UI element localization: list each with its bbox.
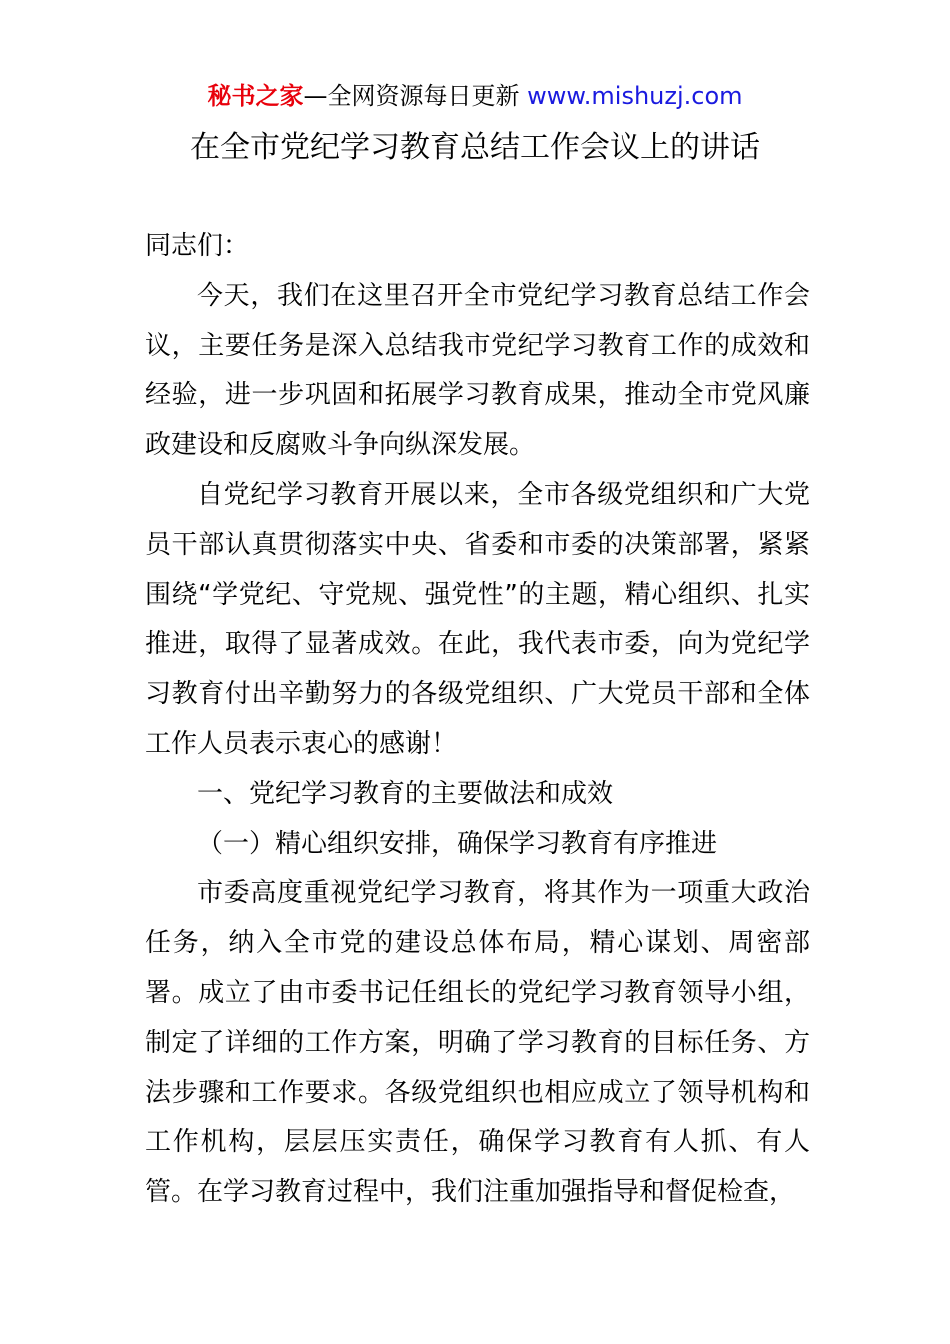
paragraph-achievements: 自党纪学习教育开展以来，全市各级党组织和广大党员干部认真贯彻落实中央、省委和市委的决策部署，紧紧围绕“学党纪、守党规、强党性”的主题，精心组织、扎实推进，取得了显著成效。在此，我代表市委，向为党纪学习教育付出辛勤努力的各级党组织、广大党员干部和全体工作人员表示衷心的感谢！ [145,479,810,759]
site-header [0,80,950,112]
site-tagline: —全网资源每日更新 [303,82,520,110]
section-heading-1: 一、党纪学习教育的主要做法和成效 [197,778,614,809]
salutation: 同志们： [145,231,250,261]
site-brand: 秘书之家 [207,82,304,110]
document-body [145,222,810,1218]
document-title: 在全市党纪学习教育总结工作会议上的讲话 [190,130,760,165]
paragraph-organization: 市委高度重视党纪学习教育，将其作为一项重大政治任务，纳入全市党的建设总体布局，精心谋划、周密部署。成立了由市委书记任组长的党纪学习教育领导小组，制定了详细的工作方案，明确了学习教育的目标任务、方法步骤和工作要求。各级党组织也相应成立了领导机构和工作机构，层层压实责任，确保学习教育有人抓、有人管。在学习教育过程中，我们注重加强指导和督促检查， [145,878,810,1208]
paragraph-intro: 今天，我们在这里召开全市党纪学习教育总结工作会议，主要任务是深入总结我市党纪学习教育工作的成效和经验，进一步巩固和拓展学习教育成果，推动全市党风廉政建设和反腐败斗争向纵深发展。 [145,280,810,461]
site-url-link[interactable]: www.mishuzj.com [527,82,743,110]
subsection-heading-1: （一）精心组织安排，确保学习教育有序推进 [197,828,718,859]
